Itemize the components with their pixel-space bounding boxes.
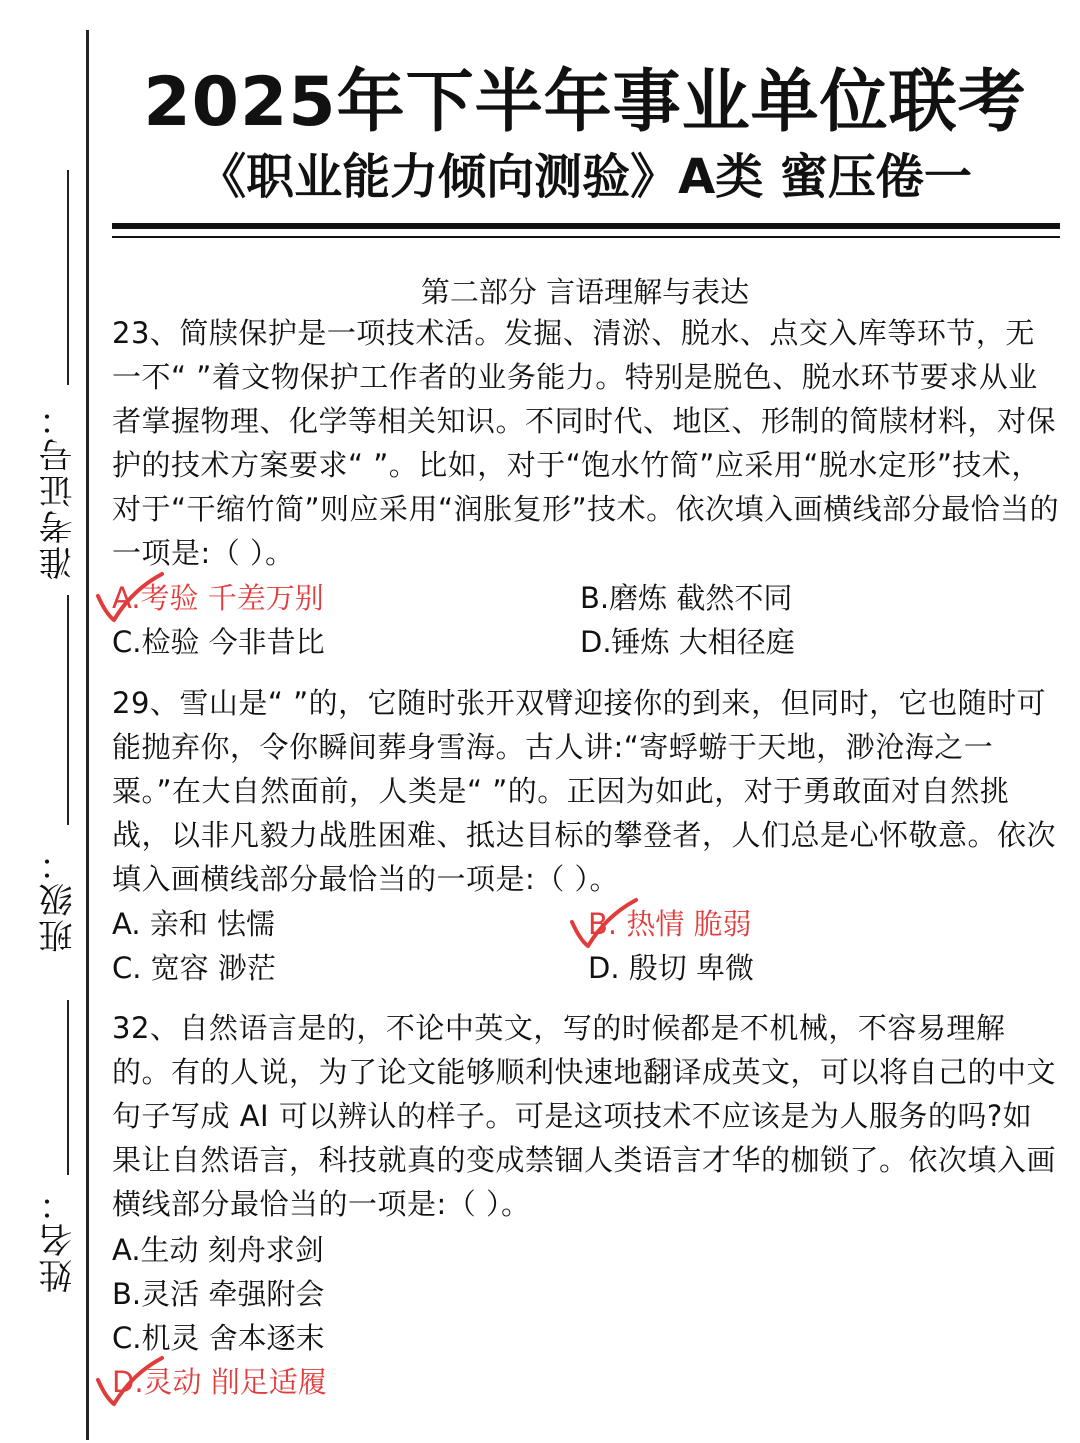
exam-id-blank[interactable] [67, 170, 69, 385]
question-32-option-a[interactable]: A.生动 刻舟求剑 [112, 1233, 324, 1267]
question-23-option-b[interactable]: B.磨炼 截然不同 [580, 581, 793, 615]
class-blank[interactable] [67, 595, 69, 825]
page-subtitle: 《职业能力倾向测验》A类 蜜压倦一 [198, 149, 972, 205]
header-rule-thin [112, 236, 1060, 238]
question-29-option-d[interactable]: D. 殷切 卑微 [588, 951, 754, 985]
question-29-option-c[interactable]: C. 宽容 渺茫 [112, 951, 276, 985]
name-label: 姓名： [39, 1185, 79, 1293]
question-32-option-d[interactable]: D.灵动 削足适履 [112, 1365, 327, 1399]
checkmark-icon [566, 894, 646, 954]
checkmark-icon [92, 568, 172, 628]
question-32-stem: 32、自然语言是的，不论中英文，写的时候都是不机械，不容易理解的。有的人说，为了论文能够顺利快速地翻译成英文，可以将自己的中文句子写成 AI 可以辨认的样子。可是这项技术不应该是为人服务的吗?如果让自然语言，科技就真的变成禁锢人类语言才华的枷锁了。依次填入画横线部分最恰当的一项是:（ ）。 [112, 1011, 1057, 1221]
class-label: 班级： [39, 845, 79, 953]
name-blank[interactable] [67, 1000, 69, 1175]
question-29-stem: 29、雪山是“ ”的，它随时张开双臂迎接你的到来，但同时，它也随时可能抛弃你，令你瞬间葬身雪海。古人讲:“寄蜉蝣于天地，渺沧海之一粟。”在大自然面前，人类是“ ”的。正因为如此，对于勇敢面对自然挑战，以非凡毅力战胜困难、抵达目标的攀登者，人们总是心怀敬意。依次填入画横线部分最恰当的一项是:（ ）。 [112, 686, 1057, 896]
section-title: 第二部分 言语理解与表达 [420, 275, 750, 309]
header-rule-thick [112, 223, 1060, 229]
question-32-option-b[interactable]: B.灵活 牵强附会 [112, 1277, 325, 1311]
question-23-option-a[interactable]: A.考验 千差万别 [112, 581, 324, 615]
question-23-stem: 23、简牍保护是一项技术活。发掘、清淤、脱水、点交入库等环节，无一不“ ”着文物保护工作者的业务能力。特别是脱色、脱水环节要求从业者掌握物理、化学等相关知识。不同时代、地区、形制的简牍材料，对保护的技术方案要求“ ”。比如，对于“饱水竹简”应采用“脱水定形”技术，对于“干缩竹简”则应采用“润胀复形”技术。依次填入画横线部分最恰当的一项是:（ ）。 [112, 316, 1060, 570]
question-23-option-d[interactable]: D.锤炼 大相径庭 [580, 625, 795, 659]
question-29-option-b[interactable]: B. 热情 脆弱 [588, 907, 752, 941]
question-32-option-c[interactable]: C.机灵 舍本逐末 [112, 1321, 325, 1355]
checkmark-icon [92, 1352, 172, 1412]
page-title: 2025年下半年事业单位联考 [143, 63, 1027, 142]
binding-margin-line [86, 30, 89, 1440]
exam-id-label: 准考证号： [39, 400, 79, 580]
question-29-option-a[interactable]: A. 亲和 怯懦 [112, 907, 275, 941]
question-23-option-c[interactable]: C.检验 今非昔比 [112, 625, 325, 659]
